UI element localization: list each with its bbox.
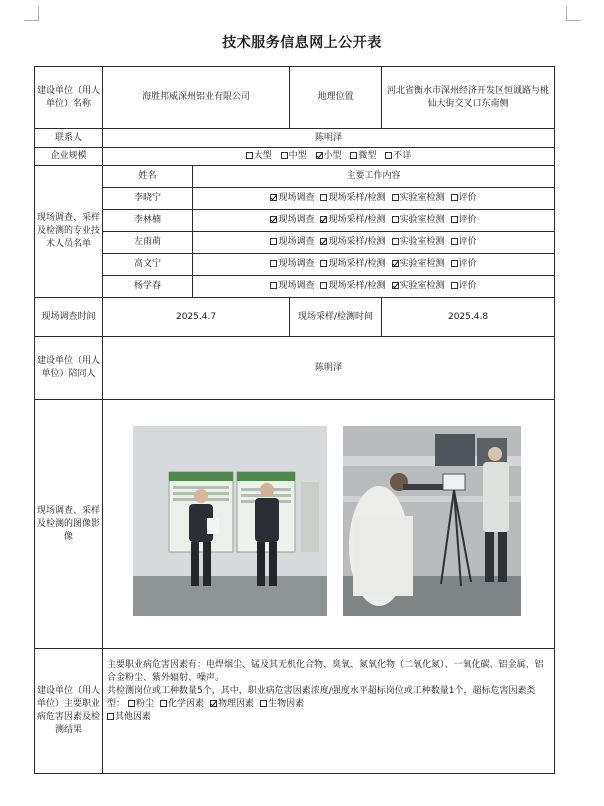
checkbox-icon[interactable]: [320, 238, 327, 245]
scale-option[interactable]: 微型: [350, 151, 376, 161]
hazard-type-option[interactable]: 粉尘: [128, 699, 154, 709]
hazard-type-option[interactable]: 化学因素: [160, 699, 204, 709]
work-option[interactable]: 现场采样/检测: [320, 259, 385, 269]
work-option[interactable]: 评价: [451, 193, 477, 203]
work-option[interactable]: 现场调查: [270, 281, 314, 291]
staff-name-header: 姓名: [103, 166, 193, 188]
staff-name: 高文宁: [103, 254, 193, 276]
page-corner-mark-left: [24, 6, 39, 21]
employer-row: [35, 67, 555, 129]
site-photo-sampling-image: [343, 426, 521, 616]
work-option[interactable]: 实验室检测: [392, 281, 445, 291]
checkbox-icon[interactable]: [160, 700, 167, 707]
staff-name: 左雨萌: [103, 232, 193, 254]
staff-section-label: 现场调查、采样及检测的专业技术人员名单: [35, 166, 103, 298]
staff-work-options: [193, 232, 555, 254]
checkbox-icon[interactable]: [270, 238, 277, 245]
checkbox-icon[interactable]: [451, 282, 458, 289]
work-option[interactable]: 评价: [451, 259, 477, 269]
image-label: 现场调查、采样及检测的图像影像: [35, 400, 103, 649]
contact-label: 联系人: [35, 129, 103, 148]
scale-options: [103, 148, 555, 166]
result-row: [35, 649, 555, 774]
accompany-label: 建设单位（用人单位）陪同人: [35, 337, 103, 400]
checkbox-icon[interactable]: [246, 152, 253, 159]
staff-row: [35, 276, 555, 298]
scale-option[interactable]: 中型: [281, 151, 307, 161]
employer-label: 建设单位（用人单位）名称: [35, 67, 103, 129]
work-option[interactable]: 现场采样/检测: [320, 193, 385, 203]
staff-name: 李晓宁: [103, 188, 193, 210]
checkbox-icon[interactable]: [451, 216, 458, 223]
hazard-type-option[interactable]: 物理因素: [210, 699, 254, 709]
work-option[interactable]: 现场采样/检测: [320, 281, 385, 291]
contact-value: 陈明泽: [103, 129, 555, 148]
site-photo-survey: [133, 426, 327, 616]
site-photo-survey-image: [133, 426, 327, 616]
staff-work-options: [193, 210, 555, 232]
checkbox-icon[interactable]: [128, 700, 135, 707]
scale-label: 企业规模: [35, 148, 103, 166]
checkbox-icon[interactable]: [451, 260, 458, 267]
result-hazard-factors: 主要职业病危害因素有：电焊烟尘、锰及其无机化合物、臭氧、氮氧化物（二氧化氮）、一氧化碳、铝金属、铝合金粉尘、紫外辐射、噪声。: [107, 660, 544, 683]
checkbox-icon[interactable]: [107, 713, 114, 720]
checkbox-icon[interactable]: [451, 194, 458, 201]
work-option[interactable]: 现场采样/检测: [320, 215, 385, 225]
checkbox-icon[interactable]: [316, 152, 323, 159]
checkbox-icon[interactable]: [350, 152, 357, 159]
image-row: [35, 400, 555, 649]
work-option[interactable]: 评价: [451, 281, 477, 291]
checkbox-icon[interactable]: [392, 238, 399, 245]
work-option[interactable]: 实验室检测: [392, 215, 445, 225]
staff-work-header: 主要工作内容: [193, 166, 555, 188]
checkbox-icon[interactable]: [392, 260, 399, 267]
checkbox-icon[interactable]: [270, 194, 277, 201]
work-option[interactable]: 实验室检测: [392, 237, 445, 247]
staff-row: [35, 210, 555, 232]
staff-work-options: [193, 276, 555, 298]
work-option[interactable]: 实验室检测: [392, 259, 445, 269]
accompany-row: [35, 337, 555, 400]
result-count-text: 共检测岗位或工种数量5个，其中，职业病危害因素浓度/强度水平超标岗位或工种数量1个，超标危害因素类型：: [107, 686, 536, 709]
work-option[interactable]: 实验室检测: [392, 193, 445, 203]
checkbox-icon[interactable]: [320, 260, 327, 267]
checkbox-icon[interactable]: [451, 238, 458, 245]
work-option[interactable]: 评价: [451, 215, 477, 225]
checkbox-icon[interactable]: [392, 216, 399, 223]
staff-row: [35, 254, 555, 276]
checkbox-icon[interactable]: [270, 260, 277, 267]
checkbox-icon[interactable]: [270, 216, 277, 223]
scale-option[interactable]: 大型: [246, 151, 272, 161]
sampling-time-value: 2025.4.8: [382, 298, 555, 337]
staff-work-options: [193, 188, 555, 210]
scale-option[interactable]: 小型: [316, 151, 342, 161]
checkbox-icon[interactable]: [392, 194, 399, 201]
work-option[interactable]: 评价: [451, 237, 477, 247]
work-option[interactable]: 现场调查: [270, 215, 314, 225]
contact-row: [35, 129, 555, 148]
checkbox-icon[interactable]: [320, 216, 327, 223]
employer-name: 海胜邦威深州铝业有限公司: [103, 67, 290, 129]
disclosure-table: [34, 66, 555, 774]
image-cell: [103, 400, 555, 649]
page-corner-mark-right: [566, 6, 581, 21]
checkbox-icon[interactable]: [320, 194, 327, 201]
survey-time-label: 现场调查时间: [35, 298, 103, 337]
staff-header-row: [35, 166, 555, 188]
staff-name: 李林楠: [103, 210, 193, 232]
dates-row: [35, 298, 555, 337]
other-hazard-line: [107, 711, 550, 724]
result-summary: [107, 685, 550, 711]
staff-name: 杨学春: [103, 276, 193, 298]
sampling-time-label: 现场采样/检测时间: [290, 298, 382, 337]
location-label: 地理位置: [290, 67, 382, 129]
survey-time-value: 2025.4.7: [103, 298, 290, 337]
checkbox-icon[interactable]: [385, 152, 392, 159]
staff-work-options: [193, 254, 555, 276]
checkbox-icon[interactable]: [281, 152, 288, 159]
accompany-value: 陈明泽: [103, 337, 555, 400]
staff-row: [35, 232, 555, 254]
work-option[interactable]: 现场调查: [270, 237, 314, 247]
hazard-type-option[interactable]: 生物因素: [260, 699, 304, 709]
result-content: [103, 649, 555, 774]
location-value: 河北省衡水市深州经济开发区恒诚路与桃仙大街交叉口东南侧: [382, 67, 555, 129]
result-label: 建设单位（用人单位）主要职业病危害因素及检测结果: [35, 649, 103, 774]
scale-option[interactable]: 不详: [385, 151, 411, 161]
staff-row: [35, 188, 555, 210]
checkbox-icon[interactable]: [260, 700, 267, 707]
site-photo-sampling: [343, 426, 521, 616]
checkbox-icon[interactable]: [392, 282, 399, 289]
scale-row: [35, 148, 555, 166]
document-title: 技术服务信息网上公开表: [222, 35, 382, 51]
work-option[interactable]: 现场调查: [270, 259, 314, 269]
checkbox-icon[interactable]: [270, 282, 277, 289]
photo-area: [103, 400, 554, 648]
other-hazard-option[interactable]: 其他因素: [107, 712, 151, 722]
checkbox-icon[interactable]: [320, 282, 327, 289]
work-option[interactable]: 现场采样/检测: [320, 237, 385, 247]
work-option[interactable]: 现场调查: [270, 193, 314, 203]
checkbox-icon[interactable]: [210, 700, 217, 707]
